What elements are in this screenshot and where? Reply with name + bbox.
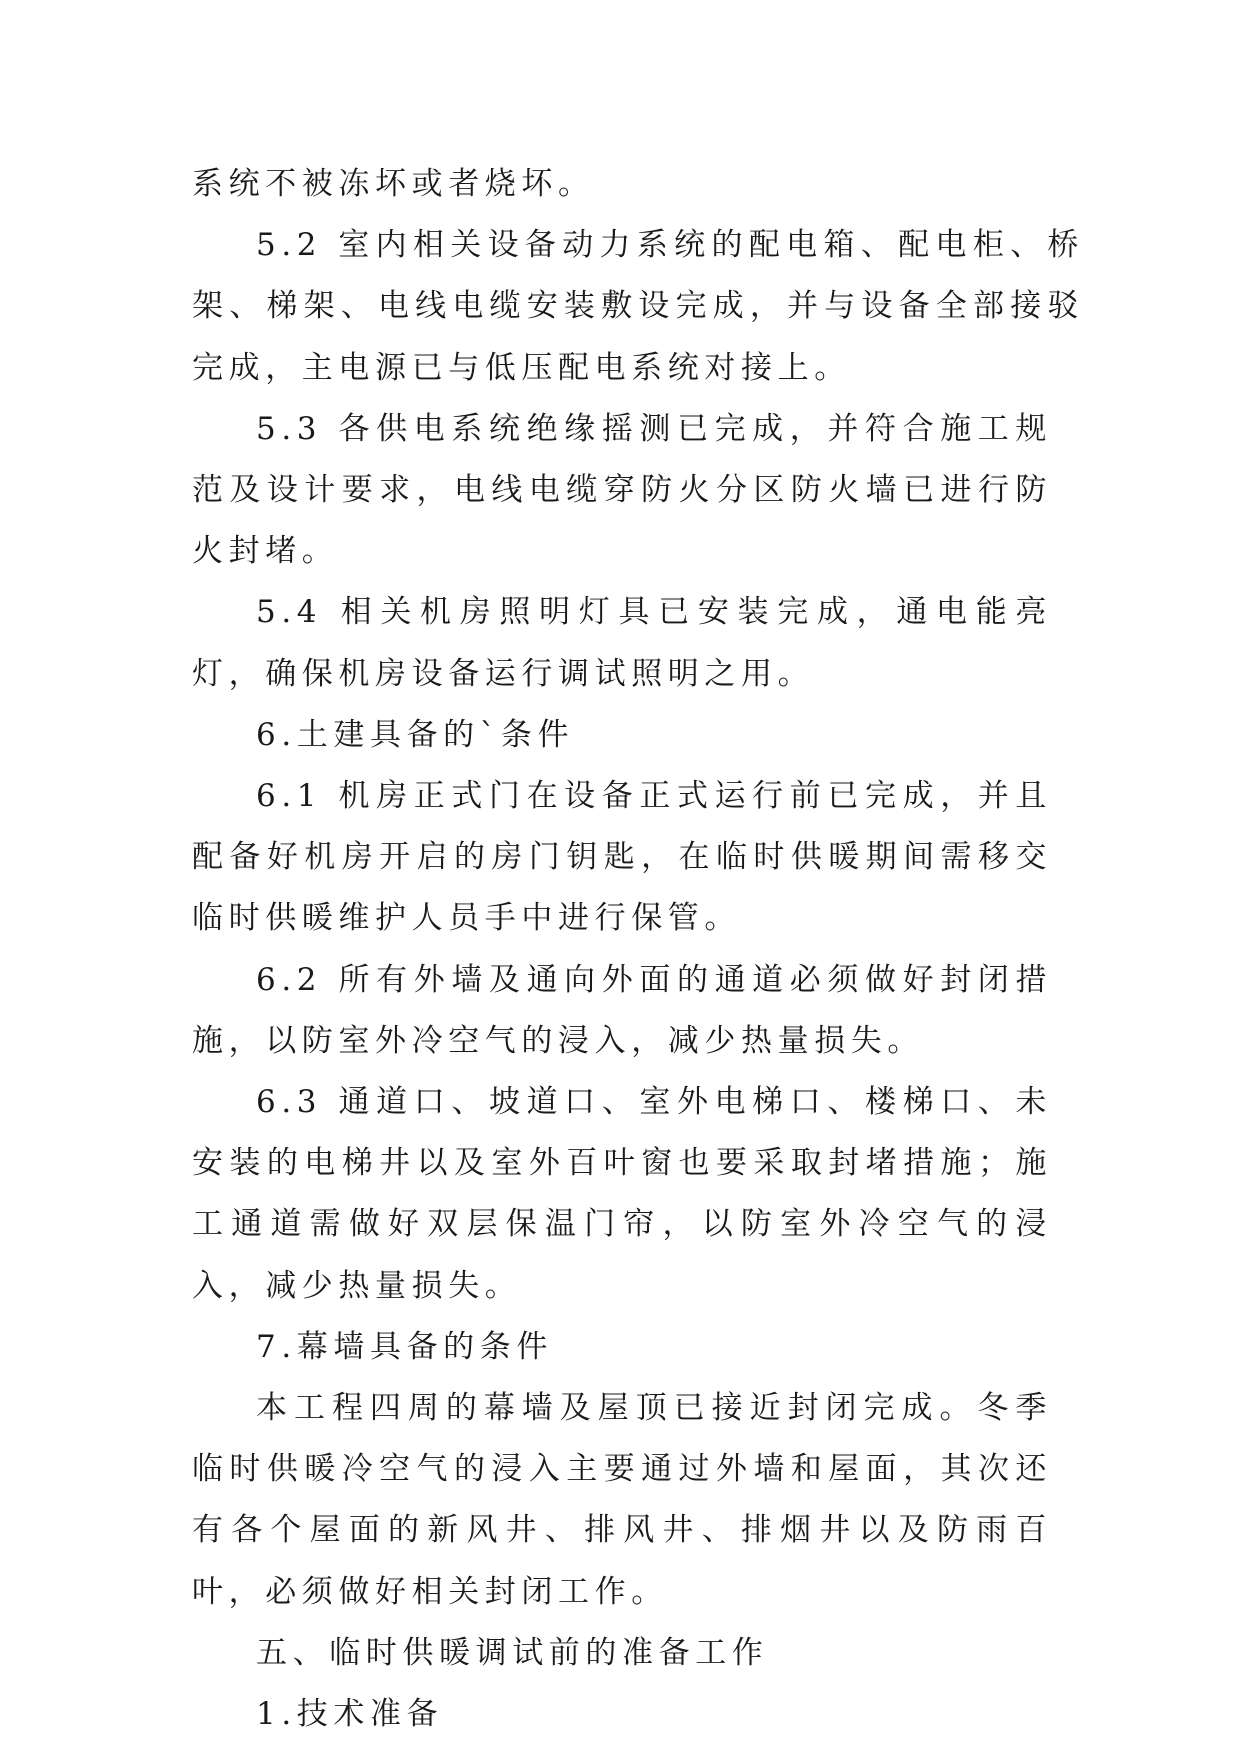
document-body: [192, 154, 1084, 1745]
heading-1-tech-prep: 1.技术准备: [256, 1696, 444, 1733]
paragraph-5-4: 5.4 相关机房照明灯具已安装完成，通电能亮灯，确保机房设备运行调试照明之用。: [192, 594, 1052, 692]
paragraph-5-2: 5.2 室内相关设备动力系统的配电箱、配电柜、桥架、梯架、电线电缆安装敷设完成，并与设备全部接驳完成，主电源已与低压配电系统对接上。: [192, 227, 1084, 386]
heading-6: 6.土建具备的`条件: [256, 716, 575, 753]
paragraph-6-1: 6.1 机房正式门在设备正式运行前已完成，并且配备好机房开启的房门钥匙，在临时供暖期间需移交临时供暖维护人员手中进行保管。: [192, 778, 1052, 937]
paragraph-continuation: 系统不被冻坏或者烧坏。: [192, 166, 595, 202]
heading-7: 7.幕墙具备的条件: [256, 1328, 553, 1365]
paragraph-5-3: 5.3 各供电系统绝缘摇测已完成，并符合施工规范及设计要求，电线电缆穿防火分区防火墙已进行防火封堵。: [192, 410, 1052, 570]
paragraph-6-3: 6.3 通道口、坡道口、室外电梯口、楼梯口、未安装的电梯井以及室外百叶窗也要采取封堵措施；施工通道需做好双层保温门帘，以防室外冷空气的浸入，减少热量损失。: [192, 1084, 1052, 1304]
paragraph-6-2: 6.2 所有外墙及通向外面的通道必须做好封闭措施，以防室外冷空气的浸入，减少热量损失。: [192, 961, 1052, 1059]
paragraph-7-body: 本工程四周的幕墙及屋顶已接近封闭完成。冬季临时供暖冷空气的浸入主要通过外墙和屋面，其次还有各个屋面的新风井、排风井、排烟井以及防雨百叶，必须做好相关封闭工作。: [192, 1390, 1052, 1610]
section-heading-5: 五、临时供暖调试前的准备工作: [256, 1634, 769, 1671]
